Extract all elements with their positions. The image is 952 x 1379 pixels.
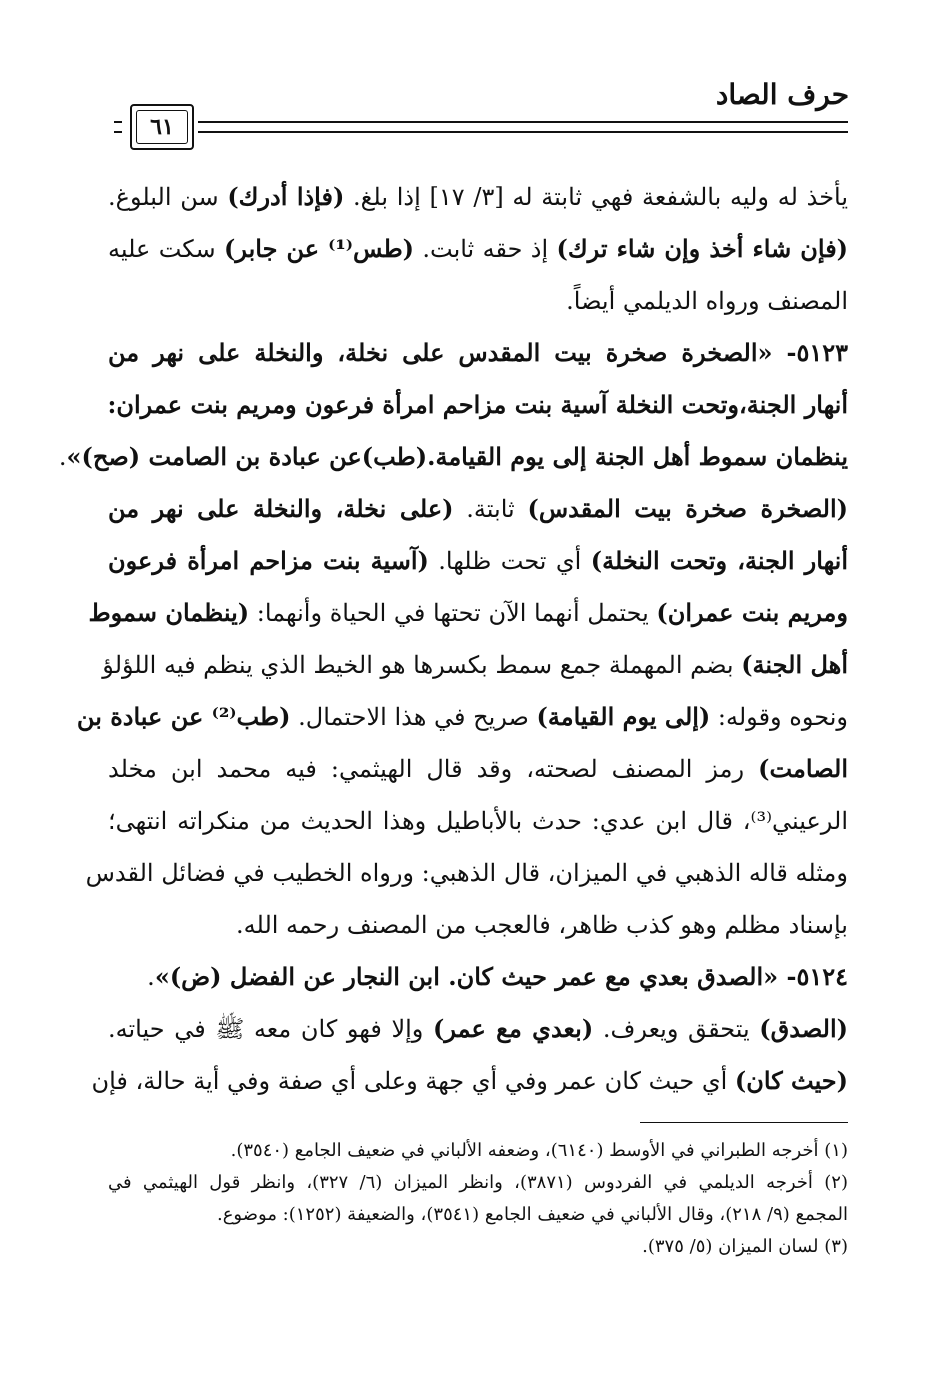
- page-number: ٦١: [136, 110, 188, 144]
- text-line: [108, 483, 848, 535]
- bold-segment: ينظمان سموط أهل الجنة إلى يوم القيامة.(طب)عن عبادة بن الصامت (صح)»: [66, 442, 848, 471]
- text-segment: رمز المصنف لصحته، وقد قال الهيثمي: فيه محمد ابن مخلد: [108, 755, 759, 783]
- text-segment: يأخذ له وليه بالشفعة فهي ثابتة له [٣/ ١٧] إذا بلغ.: [344, 183, 849, 211]
- bold-segment: (طب⁽²⁾ عن عبادة بن: [76, 702, 291, 731]
- bold-segment: ٥١٢٣- «الصخرة صخرة بيت المقدس على نخلة، والنخلة على نهر من: [108, 338, 848, 367]
- bold-segment: (الصخرة صخرة بيت المقدس): [527, 494, 848, 523]
- text-line: [58, 431, 848, 483]
- text-line: [108, 275, 848, 327]
- footnote-line: (١) أخرجه الطبراني في الأوسط (٦١٤٠)، وضعفه الألباني في ضعيف الجامع (٣٥٤٠).: [230, 1140, 848, 1161]
- text-segment: أي تحت ظلها.: [428, 547, 591, 575]
- text-segment: .: [147, 963, 155, 991]
- bold-segment: (إلى يوم القيامة): [536, 702, 711, 731]
- chapter-title: حرف الصاد: [715, 78, 849, 111]
- header-rule-bottom: [198, 131, 848, 133]
- bold-segment: أنهار الجنة، وتحت النخلة): [590, 546, 848, 575]
- bold-segment: (طس⁽¹⁾ عن جابر): [224, 234, 415, 263]
- page-number-frame: [130, 104, 194, 150]
- header-rule-tick-bottom: [114, 131, 122, 133]
- text-line: [108, 743, 848, 795]
- text-line: [108, 327, 848, 379]
- text-segment: يتحقق ويعرف.: [593, 1015, 760, 1043]
- text-line: [108, 899, 848, 951]
- footnote-line: (٣) لسان الميزان (٥/ ٣٧٥).: [642, 1236, 848, 1257]
- text-segment: وإلا فهو كان معه ﷺ في حياته.: [108, 1015, 434, 1043]
- bold-segment: (بعدي مع عمر): [433, 1014, 594, 1043]
- bold-segment: (فإذا أدرك): [227, 182, 345, 211]
- text-segment: ومثله قاله الذهبي في الميزان، قال الذهبي: ورواه الخطيب في فضائل القدس: [85, 859, 848, 887]
- text-line: [108, 795, 848, 847]
- text-line: [76, 691, 848, 743]
- bold-segment: (ينظمان سموط: [88, 598, 250, 627]
- bold-segment: الصامت): [758, 754, 848, 783]
- bold-segment: ٥١٢٤- «الصدق بعدي مع عمر حيث كان. ابن النجار عن الفضل (ض)»: [154, 962, 848, 991]
- text-line: [102, 639, 848, 691]
- bold-segment: (الصدق): [759, 1014, 848, 1043]
- text-line: [108, 223, 848, 275]
- text-segment: أي حيث كان عمر وفي أي جهة وعلى أي صفة وفي أية حالة، فإن: [91, 1067, 735, 1095]
- text-line: [91, 1055, 848, 1107]
- text-segment: صريح في هذا الاحتمال.: [290, 703, 537, 731]
- main-text: [58, 171, 849, 1107]
- text-segment: إذ حقه ثابت.: [414, 235, 557, 263]
- text-segment: سكت عليه: [108, 235, 224, 263]
- bold-segment: (فإن شاء أخذ وإن شاء ترك): [556, 234, 849, 263]
- bold-segment: (آسية بنت مزاحم امرأة فرعون: [108, 546, 429, 575]
- text-segment: يحتمل أنهما الآن تحتها في الحياة وأنهما:: [249, 599, 657, 627]
- text-line: [108, 1003, 848, 1055]
- text-line: [85, 847, 848, 899]
- footnote-line: (٢) أخرجه الديلمي في الفردوس (٣٨٧١)، وانظر الميزان (٦/ ٣٢٧)، وانظر قول الهيثمي في: [108, 1172, 848, 1193]
- footnotes: [108, 1135, 848, 1263]
- bold-segment: (حيث كان): [734, 1066, 848, 1095]
- text-segment: الرعيني⁽³⁾، قال ابن عدي: حدث بالأباطيل وهذا الحديث من منكراته انتهى؛: [108, 807, 848, 835]
- text-segment: المصنف ورواه الديلمي أيضاً.: [566, 287, 848, 315]
- bold-segment: أهل الجنة): [741, 650, 848, 679]
- text-segment: .: [58, 443, 67, 471]
- footnote-line: المجمع (٩/ ٢١٨)، وقال الألباني في ضعيف الجامع (٣٥٤١)، والضعيفة (١٢٥٢): موضوع.: [216, 1204, 848, 1225]
- bold-segment: ومريم بنت عمران): [656, 598, 848, 627]
- text-line: [88, 587, 848, 639]
- text-segment: بإسناد مظلم وهو كذب ظاهر، فالعجب من المصنف رحمه الله.: [236, 911, 848, 939]
- text-segment: ونحوه وقوله:: [710, 703, 848, 731]
- text-segment: بضم المهملة جمع سمط بكسرها هو الخيط الذي ينظم فيه اللؤلؤ: [102, 651, 742, 679]
- text-segment: سن البلوغ.: [108, 183, 228, 211]
- text-line: [108, 535, 848, 587]
- footnote-separator: [640, 1122, 848, 1123]
- bold-segment: أنهار الجنة،وتحت النخلة آسية بنت مزاحم امرأة فرعون ومريم بنت عمران:: [107, 390, 848, 419]
- header-rule-tick-top: [114, 121, 122, 123]
- bold-segment: (على نخلة، والنخلة على نهر من: [108, 494, 454, 523]
- text-line: [108, 951, 848, 1003]
- text-line: [108, 379, 848, 431]
- text-line: [108, 171, 848, 223]
- text-segment: ثابتة.: [453, 495, 528, 523]
- header-rule-top: [198, 121, 848, 123]
